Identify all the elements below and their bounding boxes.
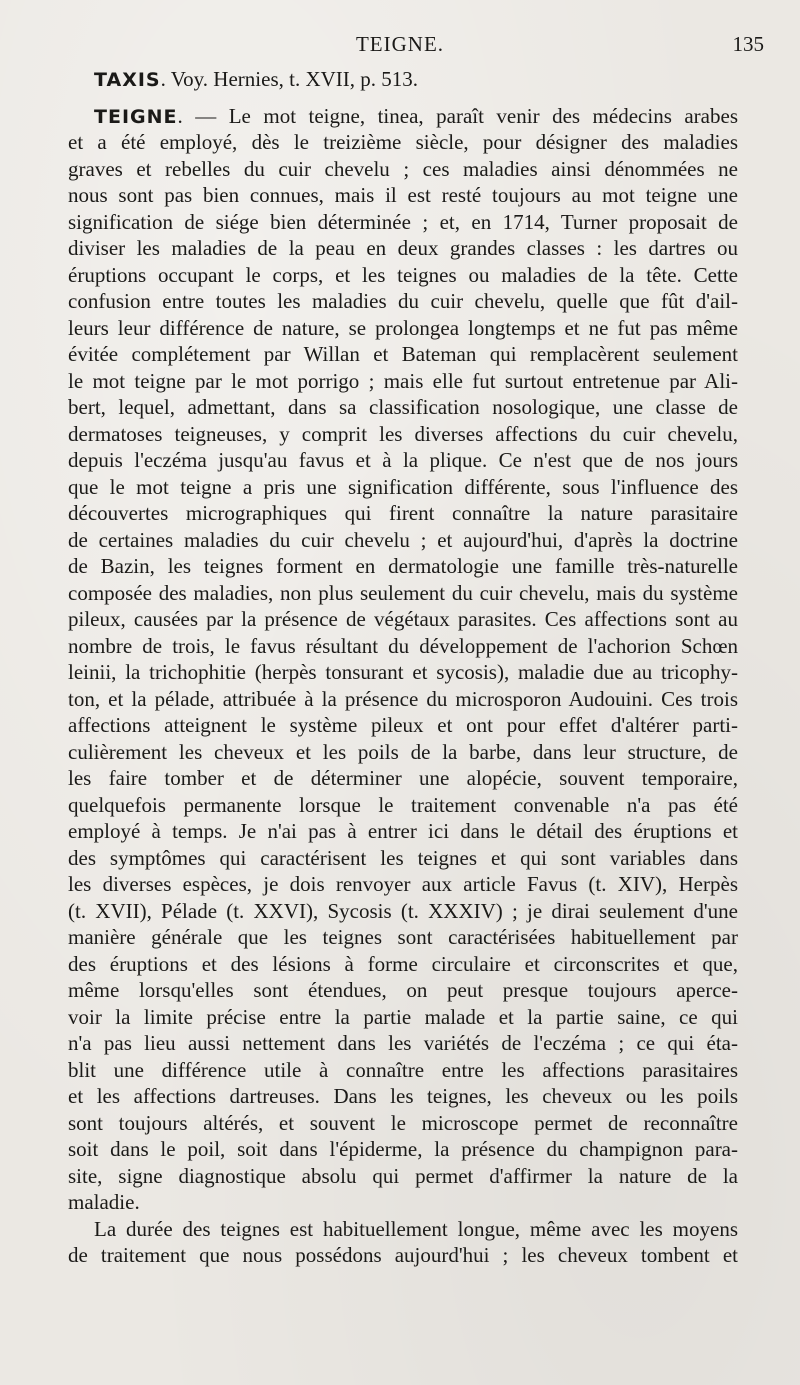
- paragraph-line: . — Le mot teigne, tinea, paraît venir des médecins arabes: [177, 103, 738, 128]
- paragraph-line: graves et rebelles du cuir chevelu ; ces maladies ainsi dénommées ne: [68, 156, 738, 181]
- paragraph-line: nous sont pas bien connues, mais il est resté toujours au mot teigne une: [68, 183, 738, 207]
- paragraph-line: découvertes micrographiques qui firent connaître la nature parasitaire: [68, 501, 738, 525]
- paragraph-line: de certaines maladies du cuir chevelu ; et aujourd'hui, d'après la doctrine: [68, 527, 738, 552]
- paragraph-line: de Bazin, les teignes forment en dermatologie une famille très-naturelle: [68, 554, 738, 578]
- paragraph-line: employé à temps. Je n'ai pas à entrer ici dans le détail des éruptions et: [68, 819, 738, 843]
- paragraph-line: La durée des teignes est habituellement longue, même avec les moyens: [94, 1216, 738, 1241]
- paragraph-line: (t. XVII), Pélade (t. XXVI), Sycosis (t. XXXIV) ; je dirai seulement d'une: [68, 898, 738, 923]
- paragraph-line: quelquefois permanente lorsque le traitement convenable n'a pas été: [68, 792, 738, 817]
- entry-gap: [68, 93, 738, 103]
- paragraph-line: bert, lequel, admettant, dans sa classification nosologique, une classe de: [68, 395, 738, 419]
- paragraph-line: que le mot teigne a pris une signification différente, sous l'influence des: [68, 474, 738, 499]
- paragraph-line: pileux, causées par la présence de végétaux parasites. Ces affections sont au: [68, 607, 738, 631]
- paragraph-line: et les affections dartreuses. Dans les teignes, les cheveux ou les poils: [68, 1084, 738, 1108]
- paragraph-line: diviser les maladies de la peau en deux grandes classes : les dartres ou: [68, 236, 738, 260]
- paragraph-line: voir la limite précise entre la partie malade et la partie saine, ce qui: [68, 1004, 738, 1029]
- body-text: [68, 66, 738, 1269]
- paragraph-line: manière générale que les teignes sont caractérisées habituellement par: [68, 925, 738, 949]
- paragraph-line: des symptômes qui caractérisent les teignes et qui sont variables dans: [68, 845, 738, 870]
- paragraph-line: dermatoses teigneuses, y comprit les diverses affections du cuir chevelu,: [68, 421, 738, 446]
- paragraph-line: les faire tomber et de déterminer une alopécie, souvent temporaire,: [68, 766, 738, 790]
- paragraph-line: nombre de trois, le favus résultant du développement de l'achorion Schœn: [68, 633, 738, 658]
- entry-term-teigne: TEIGNE: [94, 105, 178, 128]
- paragraph-line: confusion entre toutes les maladies du cuir chevelu, quelle que fût d'ail-: [68, 289, 738, 313]
- paragraph-line: éruptions occupant le corps, et les teignes ou maladies de la tête. Cette: [68, 262, 738, 287]
- teigne-first-line: [68, 103, 738, 130]
- paragraph-line: composée des maladies, non plus seulement du cuir chevelu, mais du système: [68, 580, 738, 605]
- paragraph-line: même lorsqu'elles sont étendues, on peut presque toujours aperce-: [68, 978, 738, 1002]
- teigne-paragraph: [68, 103, 738, 1216]
- paragraph-line: évitée complétement par Willan et Bateman qui remplacèrent seulement: [68, 342, 738, 366]
- paragraph-line: de traitement que nous possédons aujourd'hui ; les cheveux tombent et: [68, 1243, 738, 1267]
- taxis-entry: [68, 66, 738, 93]
- paragraph-line: sont toujours altérés, et souvent le microscope permet de reconnaître: [68, 1110, 738, 1135]
- entry-term-taxis: TAXIS: [94, 69, 161, 91]
- page-header: [0, 26, 800, 60]
- taxis-text: . Voy. Hernies, t. XVII, p. 513.: [160, 67, 419, 91]
- paragraph-line: signification de siége bien déterminée ; et, en 1714, Turner proposait de: [68, 209, 738, 234]
- paragraph-line: le mot teigne par le mot porrigo ; mais elle fut surtout entretenue par Ali-: [68, 368, 738, 393]
- duree-paragraph: [68, 1216, 738, 1269]
- paragraph-line: des éruptions et des lésions à forme circulaire et circonscrites et que,: [68, 951, 738, 976]
- paragraph-line: site, signe diagnostique absolu qui permet d'affirmer la nature de la: [68, 1163, 738, 1188]
- paragraph-line: n'a pas lieu aussi nettement dans les variétés de l'eczéma ; ce qui éta-: [68, 1031, 738, 1055]
- running-head: TEIGNE.: [355, 32, 445, 56]
- page-number: 135: [732, 32, 764, 56]
- paragraph-line: depuis l'eczéma jusqu'au favus et à la plique. Ce n'est que de nos jours: [68, 448, 738, 472]
- paragraph-line: affections atteignent le système pileux et ont pour effet d'altérer parti-: [68, 713, 738, 737]
- paragraph-line: maladie.: [68, 1190, 140, 1214]
- paragraph-line: et a été employé, dès le treizième siècle, pour désigner des maladies: [68, 130, 738, 154]
- paragraph-line: blit une différence utile à connaître entre les affections parasitaires: [68, 1057, 738, 1082]
- paragraph-line: leurs leur différence de nature, se prolongea longtemps et ne fut pas même: [68, 315, 738, 340]
- paragraph-line: culièrement les cheveux et les poils de la barbe, dans leur structure, de: [68, 739, 738, 764]
- paragraph-line: les diverses espèces, je dois renvoyer aux article Favus (t. XIV), Herpès: [68, 872, 738, 896]
- paragraph-line: ton, et la pélade, attribuée à la présence du microsporon Audouini. Ces trois: [68, 686, 738, 711]
- paragraph-line: soit dans le poil, soit dans l'épiderme, la présence du champignon para-: [68, 1137, 738, 1161]
- paragraph-line: leinii, la trichophitie (herpès tonsurant et sycosis), maladie due au tricophy-: [68, 660, 738, 684]
